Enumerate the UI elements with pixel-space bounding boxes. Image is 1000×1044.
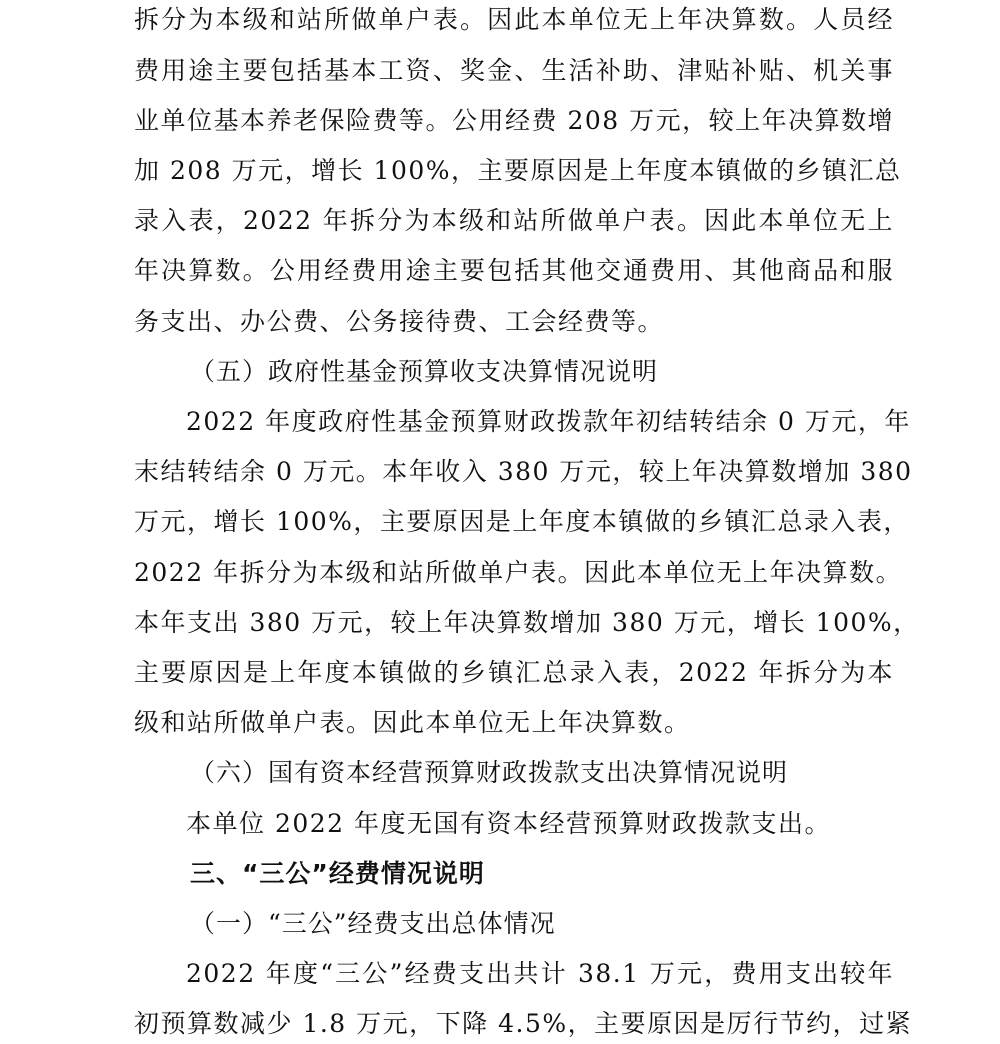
body-line: 级和站所做单户表。因此本单位无上年决算数。 [134,708,691,737]
body-line: 万元，增长 100%，主要原因是上年度本镇做的乡镇汇总录入表， [134,507,910,536]
body-line: 2022 年度“三公”经费支出共计 38.1 万元，费用支出较年 [186,959,894,988]
body-line: 2022 年拆分为本级和站所做单户表。因此本单位无上年决算数。 [134,558,903,587]
body-line: 年决算数。公用经费用途主要包括其他交通费用、其他商品和服 [134,256,894,285]
body-line: 加 208 万元，增长 100%，主要原因是上年度本镇做的乡镇汇总 [134,156,902,185]
body-line: 末结转结余 0 万元。本年收入 380 万元，较上年决算数增加 380 [134,457,913,486]
body-line: 主要原因是上年度本镇做的乡镇汇总录入表，2022 年拆分为本 [134,658,894,687]
section-heading-six: （六）国有资本经营预算财政拨款支出决算情况说明 [190,758,789,787]
section-heading-five: （五）政府性基金预算收支决算情况说明 [190,357,659,386]
subsection-heading-one: （一）“三公”经费支出总体情况 [190,909,556,938]
body-line: 本年支出 380 万元，较上年决算数增加 380 万元，增长 100%， [134,608,920,637]
body-line: 拆分为本级和站所做单户表。因此本单位无上年决算数。人员经 [134,5,894,34]
body-line: 2022 年度政府性基金预算财政拨款年初结转结余 0 万元，年 [186,407,911,436]
body-line: 录入表，2022 年拆分为本级和站所做单户表。因此本单位无上 [134,206,894,235]
body-line: 业单位基本养老保险费等。公用经费 208 万元，较上年决算数增 [134,106,895,135]
section-heading-three-public-expenses: 三、“三公”经费情况说明 [190,859,485,888]
body-line: 费用途主要包括基本工资、奖金、生活补助、津贴补贴、机关事 [134,56,894,85]
body-line: 初预算数减少 1.8 万元，下降 4.5%，主要原因是厉行节约，过紧 [134,1009,913,1038]
body-line: 本单位 2022 年度无国有资本经营预算财政拨款支出。 [186,809,832,838]
body-line: 务支出、办公费、公务接待费、工会经费等。 [134,307,665,336]
